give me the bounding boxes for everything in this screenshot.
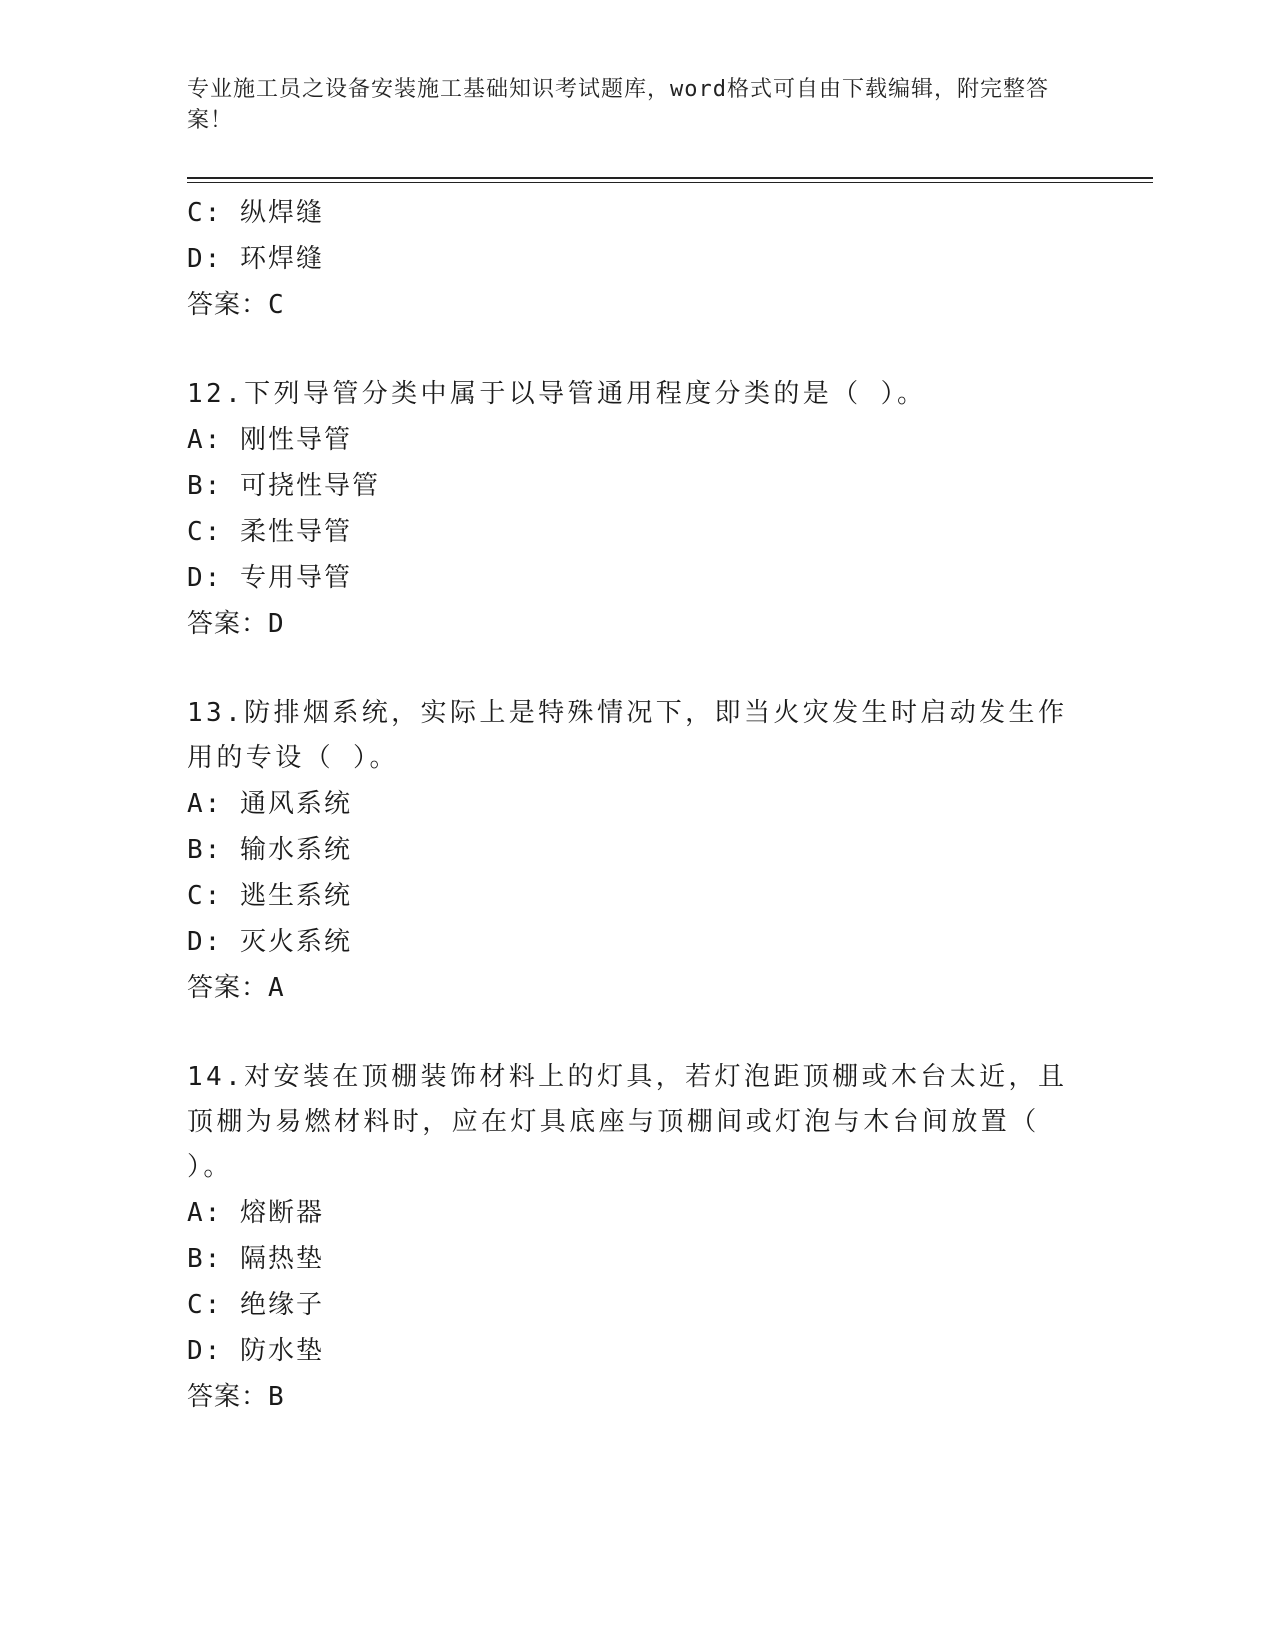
option-text: 专用导管 xyxy=(239,563,352,593)
option-text: 灭火系统 xyxy=(239,927,352,957)
option-letter: C: xyxy=(187,198,223,228)
answer-line: 答案：C xyxy=(187,290,285,320)
option-text: 通风系统 xyxy=(239,789,352,819)
question-text: 13.防排烟系统，实际上是特殊情况下，即当火灾发生时启动发生作用的专设（ ）。 xyxy=(187,698,1068,773)
option-text: 可挠性导管 xyxy=(239,471,380,501)
option-letter: B: xyxy=(187,471,223,501)
option-a xyxy=(187,417,1087,463)
question-text: 12.下列导管分类中属于以导管通用程度分类的是（ ）。 xyxy=(187,379,927,409)
question-text: 14.对安装在顶棚装饰材料上的灯具，若灯泡距顶棚或木台太近，且顶棚为易燃材料时，应在灯具底座与顶棚间或灯泡与木台间放置（ ）。 xyxy=(187,1062,1068,1182)
option-text: 绝缘子 xyxy=(239,1290,324,1320)
question-list xyxy=(187,190,1087,1420)
answer-line: 答案：D xyxy=(187,609,285,639)
question-13 xyxy=(187,691,1087,1011)
option-letter: B: xyxy=(187,1244,223,1274)
partial-question xyxy=(187,190,1087,328)
option-c xyxy=(187,509,1087,555)
option-text: 刚性导管 xyxy=(239,425,352,455)
option-letter: A: xyxy=(187,425,223,455)
option-letter: C: xyxy=(187,1290,223,1320)
option-letter: A: xyxy=(187,789,223,819)
option-letter: D: xyxy=(187,927,223,957)
question-12 xyxy=(187,372,1087,647)
option-text: 环焊缝 xyxy=(239,244,324,274)
option-d xyxy=(187,1328,1087,1374)
spacer xyxy=(187,647,1087,691)
question-14 xyxy=(187,1055,1087,1420)
option-d xyxy=(187,236,1087,282)
option-letter: D: xyxy=(187,563,223,593)
header-rule-thick xyxy=(187,177,1153,179)
option-c xyxy=(187,190,1087,236)
page-header: 专业施工员之设备安装施工基础知识考试题库，word格式可自由下载编辑，附完整答案！ xyxy=(187,77,1049,133)
option-letter: A: xyxy=(187,1198,223,1228)
option-d xyxy=(187,555,1087,601)
answer-line: 答案：B xyxy=(187,1382,285,1412)
option-letter: C: xyxy=(187,881,223,911)
option-d xyxy=(187,919,1087,965)
option-text: 逃生系统 xyxy=(239,881,352,911)
option-letter: D: xyxy=(187,244,223,274)
option-c xyxy=(187,873,1087,919)
header-rule-thin xyxy=(187,182,1153,183)
option-letter: C: xyxy=(187,517,223,547)
option-b xyxy=(187,463,1087,509)
option-a xyxy=(187,1190,1087,1236)
answer-line: 答案：A xyxy=(187,973,285,1003)
option-b xyxy=(187,827,1087,873)
option-letter: B: xyxy=(187,835,223,865)
option-text: 输水系统 xyxy=(239,835,352,865)
option-text: 纵焊缝 xyxy=(239,198,324,228)
option-text: 隔热垫 xyxy=(239,1244,324,1274)
spacer xyxy=(187,328,1087,372)
option-b xyxy=(187,1236,1087,1282)
option-a xyxy=(187,781,1087,827)
option-text: 熔断器 xyxy=(239,1198,324,1228)
spacer xyxy=(187,1011,1087,1055)
option-text: 防水垫 xyxy=(239,1336,324,1366)
option-c xyxy=(187,1282,1087,1328)
option-letter: D: xyxy=(187,1336,223,1366)
option-text: 柔性导管 xyxy=(239,517,352,547)
